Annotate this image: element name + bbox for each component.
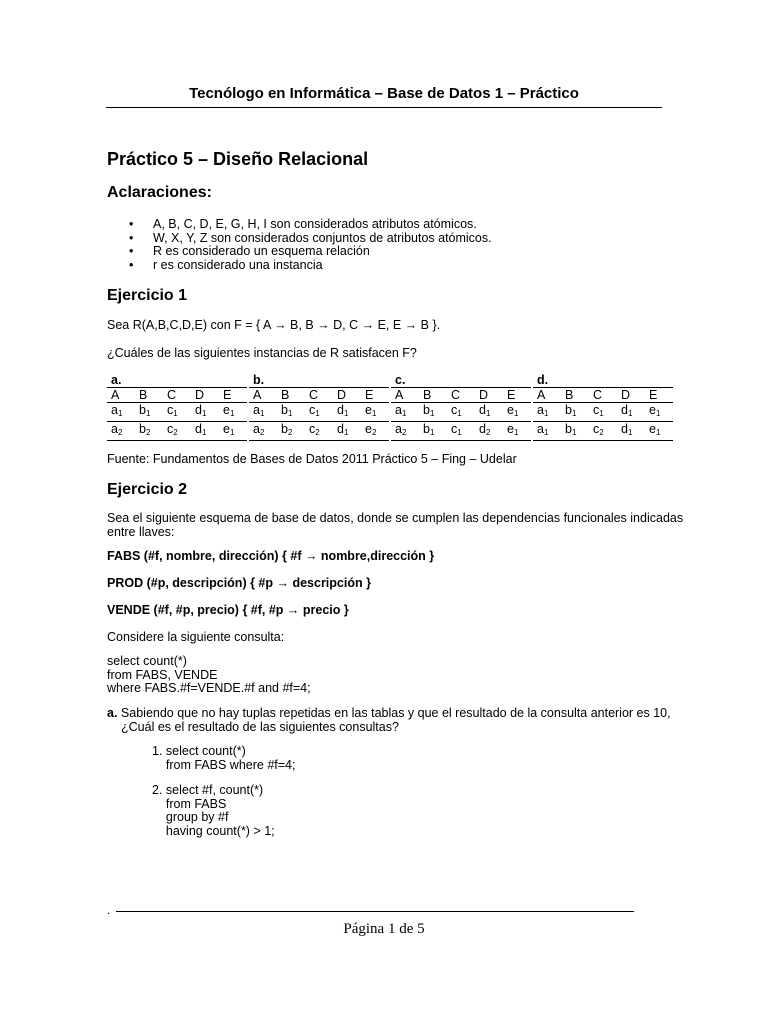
- cell-subscript: 2: [259, 428, 265, 437]
- cell-subscript: 1: [229, 428, 235, 437]
- cell-value: d: [621, 422, 628, 436]
- table-cell: [617, 422, 645, 441]
- cell-value: b: [281, 422, 288, 436]
- table-row: [107, 422, 247, 441]
- column-header: C: [305, 388, 333, 403]
- instance-grid: [107, 387, 247, 441]
- bullet-icon: •: [129, 217, 134, 231]
- table-row: [249, 403, 389, 422]
- part-a-line1: [107, 706, 671, 720]
- cell-subscript: 1: [513, 409, 519, 418]
- page-header-title: Tecnólogo en Informática – Base de Datos 1 – Práctico: [189, 85, 579, 102]
- column-header: D: [475, 388, 503, 403]
- bullet-icon: •: [129, 257, 134, 272]
- cell-value: c: [167, 403, 174, 417]
- part-a-line2: ¿Cuál es el resultado de las siguientes consultas?: [121, 720, 399, 734]
- cell-value: e: [223, 422, 230, 436]
- instance-label: c.: [395, 373, 406, 387]
- cell-subscript: 1: [571, 428, 577, 437]
- table-cell: [191, 403, 219, 422]
- cell-subscript: 1: [485, 409, 491, 418]
- ejercicio2-heading: Ejercicio 2: [107, 481, 188, 498]
- cell-value: e: [649, 403, 656, 417]
- ejercicio1-source: Fuente: Fundamentos de Bases de Datos 2011 Práctico 5 – Fing – Udelar: [107, 452, 517, 466]
- cell-subscript: 1: [571, 409, 577, 418]
- ejercicio2-intro-line2: entre llaves:: [107, 525, 175, 539]
- table-cell: [503, 403, 531, 422]
- column-header: D: [191, 388, 219, 403]
- instance-grid: [249, 387, 389, 441]
- cell-subscript: 1: [655, 428, 661, 437]
- list-item-text: R es considerado un esquema relación: [153, 244, 370, 258]
- table-cell: [391, 422, 419, 441]
- cell-value: b: [423, 422, 430, 436]
- cell-subscript: 1: [543, 428, 549, 437]
- cell-value: b: [565, 422, 572, 436]
- schema-vende: VENDE (#f, #p, precio) { #f, #p → precio }: [107, 603, 349, 617]
- cell-value: e: [365, 403, 372, 417]
- cell-subscript: 2: [599, 428, 604, 437]
- document-title: Práctico 5 – Diseño Relacional: [107, 149, 369, 169]
- cell-value: a: [537, 403, 544, 417]
- column-header: C: [589, 388, 617, 403]
- column-header: D: [617, 388, 645, 403]
- column-header: B: [561, 388, 589, 403]
- cell-subscript: 2: [315, 428, 320, 437]
- cell-subscript: 1: [201, 428, 207, 437]
- column-header: B: [135, 388, 163, 403]
- subquery-1: 1. select count(*) from FABS where #f=4;: [152, 744, 296, 772]
- cell-subscript: 1: [145, 409, 151, 418]
- bullet-icon: •: [129, 244, 134, 258]
- column-header: A: [391, 388, 419, 403]
- cell-value: d: [621, 403, 628, 417]
- list-item-text: r es considerado una instancia: [153, 257, 323, 272]
- table-cell: [447, 403, 475, 422]
- table-row: [533, 422, 673, 441]
- table-cell: [589, 403, 617, 422]
- ejercicio2-intro-line1: Sea el siguiente esquema de base de datos, donde se cumplen las dependencias funcionales indicadas: [107, 511, 684, 525]
- schema-fabs: FABS (#f, nombre, dirección) { #f → nombre,dirección }: [107, 549, 435, 563]
- cell-value: c: [309, 422, 316, 436]
- table-cell: [589, 422, 617, 441]
- table-cell: [617, 403, 645, 422]
- cell-value: e: [507, 422, 514, 436]
- column-header: A: [249, 388, 277, 403]
- cell-subscript: 1: [287, 409, 293, 418]
- list-item: [107, 218, 492, 232]
- table-cell: [135, 422, 163, 441]
- table-header-row: [107, 388, 247, 403]
- ejercicio1-statement: Sea R(A,B,C,D,E) con F = { A → B, B → D, C → E, E → B }.: [107, 318, 441, 332]
- column-header: E: [219, 388, 247, 403]
- cell-value: a: [253, 403, 260, 417]
- cell-subscript: 2: [117, 428, 123, 437]
- cell-value: d: [195, 422, 202, 436]
- table-cell: [475, 422, 503, 441]
- instance-label: d.: [537, 373, 549, 387]
- table-cell: [277, 422, 305, 441]
- cell-subscript: 1: [173, 409, 178, 418]
- cell-subscript: 1: [599, 409, 604, 418]
- cell-value: d: [337, 403, 344, 417]
- table-cell: [419, 403, 447, 422]
- table-cell: [191, 422, 219, 441]
- cell-value: c: [451, 422, 458, 436]
- cell-subscript: 2: [371, 428, 377, 437]
- table-cell: [333, 422, 361, 441]
- cell-subscript: 1: [401, 409, 407, 418]
- cell-value: c: [309, 403, 316, 417]
- cell-value: e: [649, 422, 656, 436]
- table-cell: [447, 422, 475, 441]
- cell-subscript: 2: [401, 428, 407, 437]
- column-header: E: [503, 388, 531, 403]
- cell-value: d: [337, 422, 344, 436]
- table-cell: [391, 403, 419, 422]
- column-header: E: [361, 388, 389, 403]
- instance-table-3: [391, 373, 531, 441]
- cell-subscript: 1: [343, 409, 349, 418]
- list-item: [107, 259, 492, 273]
- table-cell: [533, 403, 561, 422]
- header-rule: [106, 107, 662, 108]
- cell-value: c: [593, 422, 600, 436]
- table-cell: [305, 403, 333, 422]
- table-cell: [361, 403, 389, 422]
- list-item: [107, 245, 492, 259]
- table-cell: [561, 403, 589, 422]
- table-cell: [277, 403, 305, 422]
- part-a-text: Sabiendo que no hay tuplas repetidas en las tablas y que el resultado de la consulta anterior es 10,: [120, 706, 671, 720]
- cell-subscript: 1: [229, 409, 235, 418]
- table-cell: [163, 403, 191, 422]
- cell-subscript: 1: [201, 409, 207, 418]
- consider-text: Considere la siguiente consulta:: [107, 630, 285, 644]
- cell-value: d: [479, 422, 486, 436]
- footer-rule: [116, 911, 634, 912]
- table-cell: [305, 422, 333, 441]
- cell-subscript: 1: [429, 409, 435, 418]
- bullet-icon: •: [129, 230, 134, 245]
- column-header: A: [107, 388, 135, 403]
- table-cell: [533, 422, 561, 441]
- instance-grid: [391, 387, 531, 441]
- table-cell: [645, 403, 673, 422]
- cell-subscript: 1: [343, 428, 349, 437]
- cell-value: a: [395, 403, 402, 417]
- table-cell: [475, 403, 503, 422]
- part-a-label: a.: [107, 706, 118, 720]
- table-cell: [645, 422, 673, 441]
- subquery-2: 2. select #f, count(*) from FABS group by #f having count(*) > 1;: [152, 783, 275, 838]
- table-row: [107, 403, 247, 422]
- cell-value: c: [451, 403, 458, 417]
- cell-value: e: [365, 422, 372, 436]
- cell-subscript: 1: [627, 409, 633, 418]
- cell-value: d: [195, 403, 202, 417]
- column-header: B: [419, 388, 447, 403]
- cell-subscript: 1: [513, 428, 519, 437]
- aclaraciones-list: [107, 218, 492, 272]
- instance-table-1: [107, 373, 247, 441]
- column-header: C: [163, 388, 191, 403]
- cell-value: e: [223, 403, 230, 417]
- table-cell: [333, 403, 361, 422]
- cell-subscript: 1: [457, 428, 462, 437]
- table-row: [249, 422, 389, 441]
- column-header: C: [447, 388, 475, 403]
- table-cell: [249, 422, 277, 441]
- instance-label: a.: [111, 373, 122, 387]
- table-cell: [561, 422, 589, 441]
- list-item: [107, 232, 492, 246]
- table-row: [391, 422, 531, 441]
- schema-prod: PROD (#p, descripción) { #p → descripción }: [107, 576, 371, 590]
- table-row: [533, 403, 673, 422]
- table-cell: [419, 422, 447, 441]
- cell-value: a: [111, 422, 118, 436]
- table-header-row: [249, 388, 389, 403]
- cell-subscript: 2: [287, 428, 293, 437]
- cell-subscript: 1: [627, 428, 633, 437]
- cell-subscript: 1: [259, 409, 265, 418]
- table-row: [391, 403, 531, 422]
- cell-value: a: [537, 422, 544, 436]
- table-cell: [219, 422, 247, 441]
- table-cell: [107, 403, 135, 422]
- list-item-text: W, X, Y, Z son considerados conjuntos de atributos atómicos.: [153, 230, 492, 245]
- cell-subscript: 2: [173, 428, 178, 437]
- table-cell: [361, 422, 389, 441]
- cell-value: b: [139, 403, 146, 417]
- column-header: D: [333, 388, 361, 403]
- ejercicio1-question: ¿Cuáles de las siguientes instancias de R satisfacen F?: [107, 346, 417, 360]
- page-number: Página 1 de 5: [343, 921, 425, 937]
- table-cell: [163, 422, 191, 441]
- instance-table-4: [533, 373, 673, 441]
- cell-value: b: [281, 403, 288, 417]
- cell-subscript: 2: [485, 428, 491, 437]
- cell-subscript: 1: [543, 409, 549, 418]
- table-cell: [135, 403, 163, 422]
- cell-value: a: [253, 422, 260, 436]
- cell-subscript: 1: [457, 409, 462, 418]
- cell-value: b: [565, 403, 572, 417]
- table-cell: [249, 403, 277, 422]
- table-cell: [107, 422, 135, 441]
- cell-value: c: [167, 422, 174, 436]
- cell-value: a: [111, 403, 118, 417]
- cell-subscript: 1: [371, 409, 377, 418]
- cell-value: b: [423, 403, 430, 417]
- table-header-row: [533, 388, 673, 403]
- table-header-row: [391, 388, 531, 403]
- sql-query: select count(*) from FABS, VENDE where FABS.#f=VENDE.#f and #f=4;: [107, 654, 311, 695]
- list-item-text: A, B, C, D, E, G, H, I son considerados atributos atómicos.: [153, 217, 477, 231]
- cell-subscript: 2: [145, 428, 151, 437]
- ejercicio1-heading: Ejercicio 1: [107, 287, 188, 304]
- aclaraciones-heading: Aclaraciones:: [107, 184, 212, 201]
- cell-subscript: 1: [655, 409, 661, 418]
- instance-grid: [533, 387, 673, 441]
- table-cell: [219, 403, 247, 422]
- cell-value: e: [507, 403, 514, 417]
- cell-value: d: [479, 403, 486, 417]
- table-cell: [503, 422, 531, 441]
- cell-subscript: 1: [315, 409, 320, 418]
- column-header: B: [277, 388, 305, 403]
- column-header: E: [645, 388, 673, 403]
- cell-value: c: [593, 403, 600, 417]
- instance-label: b.: [253, 373, 265, 387]
- footer-dot: .: [107, 903, 111, 917]
- column-header: A: [533, 388, 561, 403]
- cell-subscript: 1: [117, 409, 123, 418]
- cell-subscript: 1: [429, 428, 435, 437]
- cell-value: b: [139, 422, 146, 436]
- instance-table-2: [249, 373, 389, 441]
- cell-value: a: [395, 422, 402, 436]
